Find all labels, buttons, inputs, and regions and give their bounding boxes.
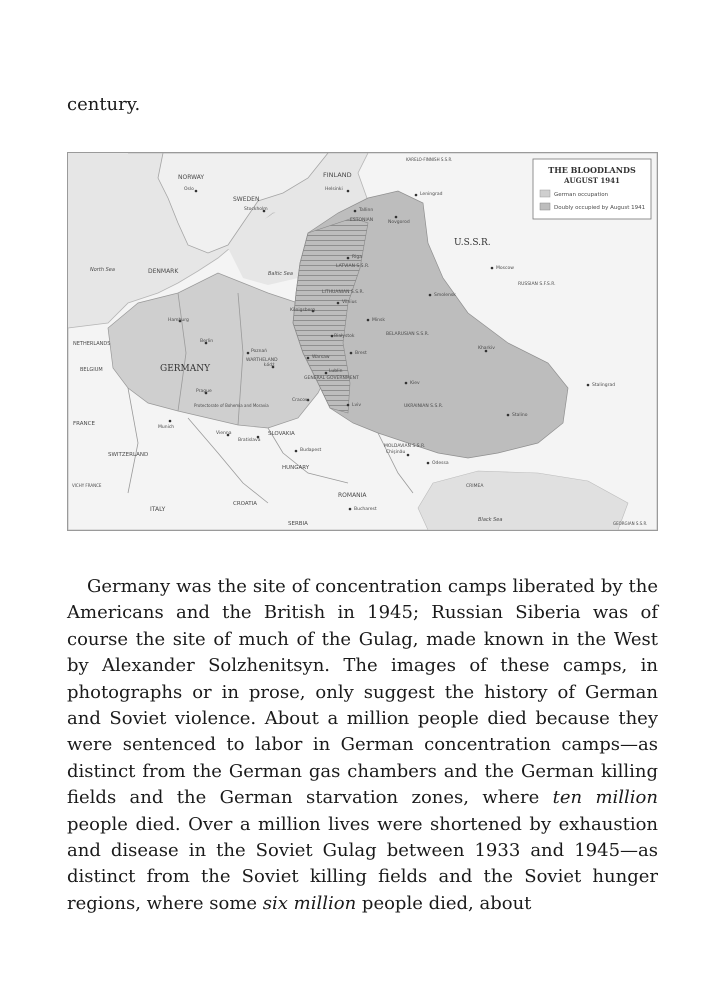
label-general-government: GENERAL GOVERNMENT [304, 376, 359, 381]
label-netherlands: NETHERLANDS [73, 341, 111, 347]
city-kiev: Kiev [410, 381, 420, 386]
city-helsinki: Helsinki [325, 187, 343, 192]
city-hamburg: Hamburg [168, 318, 189, 323]
city-vienna: Vienna [216, 431, 232, 436]
label-georgian: GEORGIAN S.S.R. [613, 521, 648, 526]
label-karelo: KARELO-FINNISH S.S.R. [406, 157, 453, 162]
label-russian: RUSSIAN S.F.S.R. [518, 282, 556, 287]
city-vilnius: Vilnius [342, 300, 357, 305]
city-konigsberg: Königsberg [290, 308, 316, 313]
label-sweden: SWEDEN [233, 196, 260, 203]
city-novgorod: Novgorod [388, 220, 410, 225]
bloodlands-map [67, 152, 658, 531]
label-black-sea: Black Sea [478, 517, 503, 523]
label-estonian: ESTONIAN [350, 218, 374, 223]
label-switzerland: SWITZERLAND [108, 452, 149, 458]
label-norway: NORWAY [178, 174, 205, 181]
label-crimea: CRIMEA [466, 484, 484, 489]
city-leningrad: Leningrad [420, 192, 443, 197]
city-smolensk: Smolensk [434, 293, 456, 298]
top-line-text: century. [67, 94, 141, 115]
body-paragraph [67, 574, 658, 917]
label-croatia: CROATIA [233, 501, 257, 507]
city-stalingrad: Stalingrad [592, 383, 616, 388]
label-hungary: HUNGARY [282, 465, 310, 471]
label-germany: GERMANY [160, 364, 211, 374]
city-moscow: Moscow [496, 266, 514, 271]
label-italy: ITALY [150, 506, 166, 513]
city-minsk: Minsk [372, 318, 385, 323]
city-bucharest: Bucharest [354, 507, 377, 512]
city-kharkiv: Kharkiv [478, 346, 495, 351]
city-lublin: Lublin [329, 369, 343, 374]
city-lviv: Lviv [352, 403, 362, 408]
legend-title-2: AUGUST 1941 [564, 176, 620, 185]
city-krakow: Cracow [292, 398, 309, 403]
label-serbia: SERBIA [288, 521, 308, 527]
paragraph-emphasis-2: six million [262, 892, 357, 914]
city-riga: Riga [352, 255, 362, 260]
label-slovakia: SLOVAKIA [268, 431, 295, 437]
city-odessa: Odessa [432, 461, 449, 466]
city-lodz: Łódź [264, 363, 275, 368]
label-vichy: VICHY FRANCE [72, 483, 102, 488]
paragraph-emphasis-1: ten million [552, 787, 658, 809]
label-denmark: DENMARK [148, 268, 179, 275]
city-prague: Prague [196, 389, 212, 394]
city-stockholm: Stockholm [244, 207, 268, 212]
legend-item-2: Doubly occupied by August 1941 [554, 205, 646, 211]
legend-title-1: THE BLOODLANDS [548, 165, 636, 175]
city-brest: Brest [355, 351, 367, 356]
paragraph-text-1: Germany was the site of concentration camps liberated by the Americans and the British in 1945; Russian Siberia was of course the site of much of the Gulag, made known in the West by Alexander Solzhenitsyn. The images of these camps, in photographs or in prose, only suggest the history of German and Soviet violence. About a million people died because they were sentenced to labor in German concentration camps—as distinct from the German gas chambers and the German killing fields and the German starvation zones, where [67, 576, 658, 809]
map-legend [533, 159, 651, 219]
legend-item-1: German occupation [554, 192, 609, 198]
label-north-sea: North Sea [90, 267, 115, 273]
city-warsaw: Warsaw [312, 355, 330, 360]
city-poznan: Poznań [251, 349, 268, 354]
label-ukrainian: UKRAINIAN S.S.R. [404, 404, 444, 409]
city-munich: Munich [158, 425, 175, 430]
city-tallinn: Tallinn [359, 208, 374, 213]
label-france: FRANCE [73, 421, 95, 427]
paragraph-text-3: people died, about [356, 892, 532, 914]
label-belgium: BELGIUM [80, 367, 103, 373]
city-budapest: Budapest [300, 448, 322, 453]
label-protectorate: Protectorate of Bohemia and Moravia [194, 403, 269, 408]
city-chisinau: Chişinău [386, 450, 406, 455]
label-latvian: LATVIAN S.S.R. [336, 264, 370, 269]
label-moldavian: MOLDAVIAN S.S.R. [384, 444, 426, 449]
label-finland: FINLAND [323, 171, 352, 179]
label-belarusian: BELARUSIAN S.S.R. [386, 332, 430, 337]
city-oslo: Oslo [184, 187, 194, 192]
city-bratislava: Bratislava [238, 438, 261, 443]
city-bialystok: Białystok [334, 334, 355, 339]
paragraph-text-2: people died. Over a million lives were shortened by exhaustion and disease in the Soviet Gulag between 1933 and 1945—as distinct from the Soviet killing fields and the Soviet hunger regions, where some [67, 813, 658, 914]
label-ussr: U.S.S.R. [454, 238, 491, 248]
city-berlin: Berlin [200, 339, 214, 344]
label-wartheland: WARTHELAND [246, 358, 278, 363]
city-stalino: Stalino [512, 413, 528, 418]
label-baltic-sea: Baltic Sea [268, 271, 293, 277]
label-lithuanian: LITHUANIAN S.S.R. [322, 290, 364, 295]
label-romania: ROMANIA [338, 492, 367, 499]
